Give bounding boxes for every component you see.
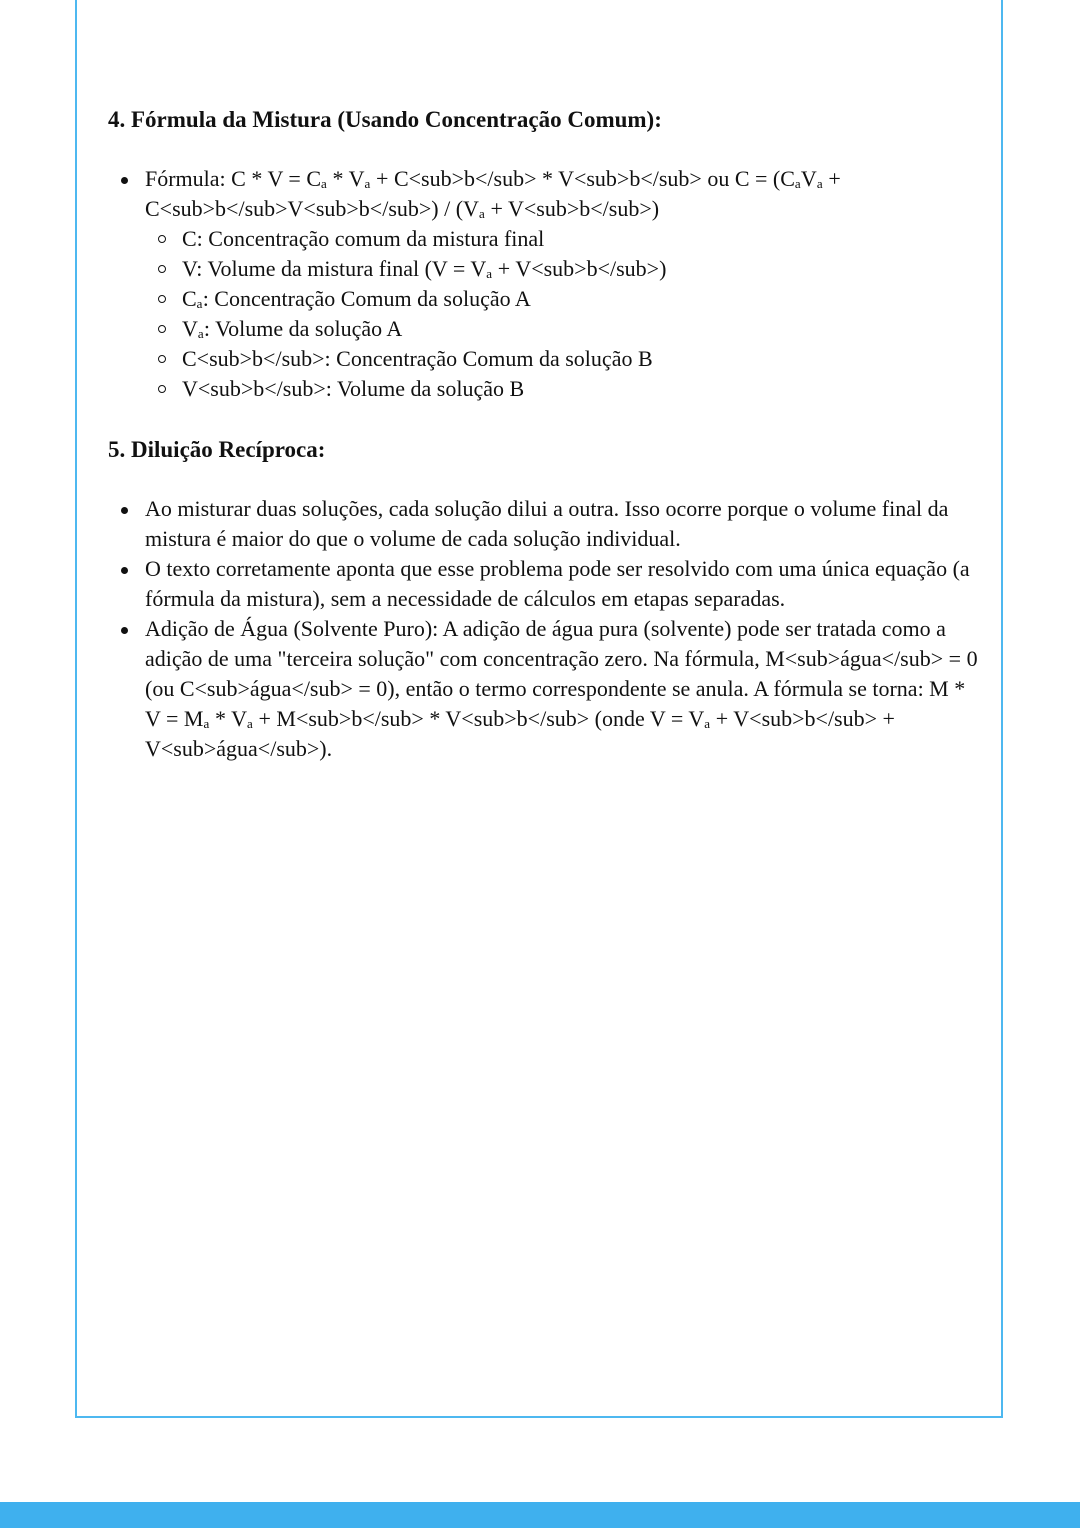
list-item: Ao misturar duas soluções, cada solução dilui a outra. Isso ocorre porque o volume final da mistura é maior do que o volume de cada solução individual. <box>145 494 978 554</box>
list-item: Cₐ: Concentração Comum da solução A <box>182 284 978 314</box>
list-item: Vₐ: Volume da solução A <box>182 314 978 344</box>
section-5-list <box>108 494 978 764</box>
variable-definitions-list <box>145 224 978 404</box>
list-item: O texto corretamente aponta que esse problema pode ser resolvido com uma única equação (a fórmula da mistura), sem a necessidade de cálculos em etapas separadas. <box>145 554 978 614</box>
bottom-bar <box>0 1502 1080 1528</box>
section-4-list <box>108 164 978 404</box>
list-item: C: Concentração comum da mistura final <box>182 224 978 254</box>
section-5-heading: 5. Diluição Recíproca: <box>108 437 326 462</box>
list-item: Adição de Água (Solvente Puro): A adição de água pura (solvente) pode ser tratada como a adição de uma "terceira solução" com concentração zero. Na fórmula, M<sub>água</sub> = 0 (ou C<sub>água</sub> = 0), então o termo correspondente se anula. A fórmula se torna: M * V = Mₐ * Vₐ + M<sub>b</sub> * V<sub>b</sub> (onde V = Vₐ + V<sub>b</sub> + V<sub>água</sub>). <box>145 614 978 764</box>
document-content <box>108 104 978 764</box>
list-item: V<sub>b</sub>: Volume da solução B <box>182 374 978 404</box>
list-item: V: Volume da mistura final (V = Vₐ + V<sub>b</sub>) <box>182 254 978 284</box>
list-item: C<sub>b</sub>: Concentração Comum da solução B <box>182 344 978 374</box>
section-4-heading: 4. Fórmula da Mistura (Usando Concentração Comum): <box>108 107 662 132</box>
formula-text: Fórmula: C * V = Cₐ * Vₐ + C<sub>b</sub> * V<sub>b</sub> ou C = (CₐVₐ + C<sub>b</sub>V<sub>b</sub>) / (Vₐ + V<sub>b</sub>) <box>145 166 841 221</box>
list-item <box>145 164 978 404</box>
